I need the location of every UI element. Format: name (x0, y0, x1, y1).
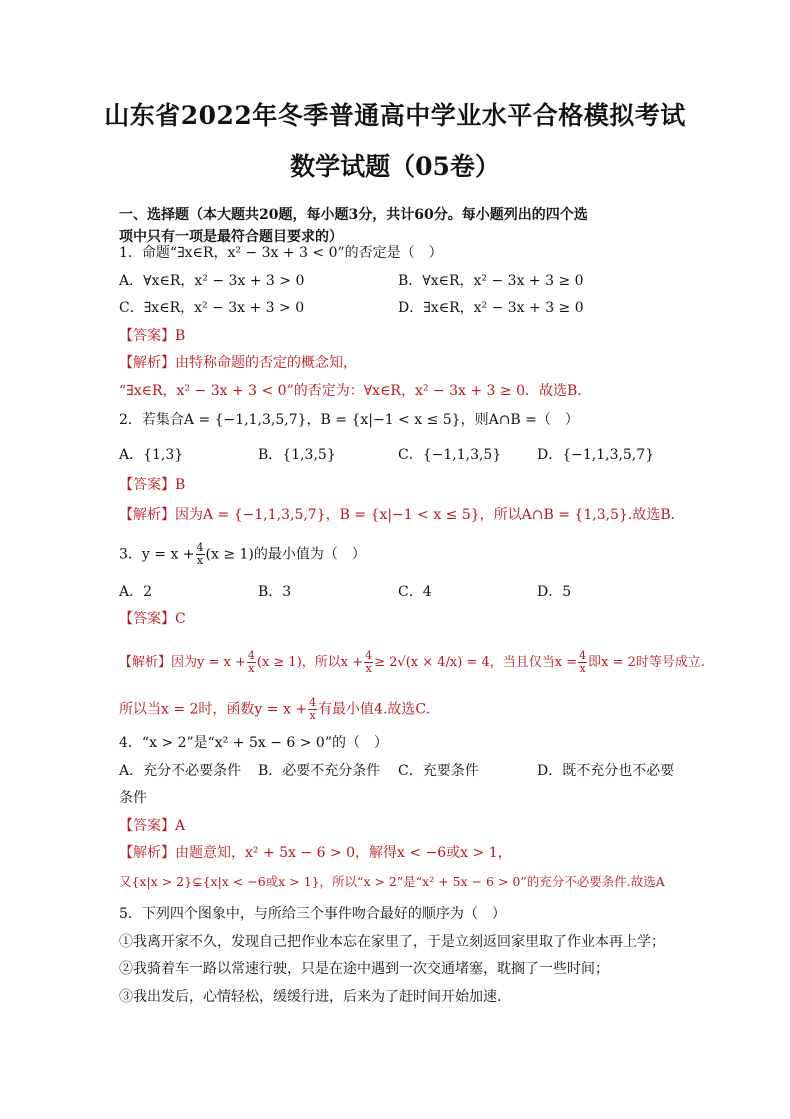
q1-option-a: A．∀x∈R，x² − 3x + 3 > 0 (119, 273, 305, 289)
q3-an-b: (x ≥ 1)，所以x + (256, 655, 364, 670)
q3-answer (119, 609, 186, 629)
q5-stem: 5．下列四个图象中，与所给三个事件吻合最好的顺序为（ ） (119, 906, 506, 922)
analysis-text: 由题意知，x² + 5x − 6 > 0，解得x < −6或x > 1， (175, 845, 512, 861)
analysis-text: 由特称命题的否定的概念知， (175, 355, 357, 371)
answer-tag: 【答案】 (119, 328, 175, 344)
q3-an-c: ≥ 2√(x × 4/x) = 4，当且仅当x = (374, 655, 578, 670)
q3-stem (119, 542, 366, 567)
q3-stem-a: 3．y = x + (119, 546, 195, 563)
section-heading-line1: 一、选择题（本大题共20题，每小题3分，共计60分。每小题列出的四个选 (119, 207, 588, 223)
q3-analysis-cont (119, 697, 430, 722)
q1-stem: 1．命题“∃x∈R，x² − 3x + 3 < 0”的否定是（ ） (119, 245, 443, 261)
analysis-text: 因为A = {−1,1,3,5,7}，B = {x|−1 < x ≤ 5}，所以A∩B = {1,3,5}.故选B． (175, 507, 685, 523)
fraction (308, 697, 317, 722)
q2-option-b: B．{1,3,5} (258, 447, 336, 463)
answer-tag: 【答案】 (119, 818, 175, 834)
fraction-denominator: x (248, 662, 255, 675)
answer-tag: 【答案】 (119, 477, 175, 493)
q2-analysis (119, 505, 685, 525)
q4-option-d-cont: 条件 (119, 790, 147, 806)
q3-analysis (119, 650, 705, 675)
q3-option-d: D．5 (537, 584, 572, 600)
section-heading (119, 204, 588, 248)
fraction (196, 542, 205, 567)
answer-tag: 【答案】 (119, 611, 175, 627)
fraction (247, 650, 256, 675)
q2-stem: 2．若集合A = {−1,1,3,5,7}，B = {x|−1 < x ≤ 5}，则A∩B =（ ） (119, 412, 579, 428)
q5-event-3: ③我出发后，心情轻松，缓缓行进，后来为了赶时间开始加速. (119, 989, 502, 1005)
q4-answer (119, 816, 185, 836)
analysis-tag: 【解析】 (119, 355, 175, 371)
q1-answer (119, 326, 185, 346)
page-subtitle: 数学试题（05卷） (290, 152, 500, 181)
answer-value: C (175, 611, 186, 627)
q3-an-line2-a: 所以当x = 2时，函数y = x + (119, 701, 308, 718)
q1-analysis (119, 353, 357, 373)
fraction-numerator: 4 (247, 649, 255, 662)
q3-option-a: A．2 (119, 584, 153, 600)
answer-value: B (175, 328, 186, 344)
q2-option-c: C．{−1,1,3,5} (398, 447, 502, 463)
fraction-denominator: x (579, 662, 586, 675)
section-heading-line2: 项中只有一项是最符合题目要求的） (119, 229, 343, 245)
q2-option-d: D．{−1,1,3,5,7} (537, 447, 655, 463)
q3-option-c: C．4 (398, 584, 432, 600)
q2-option-a: A．{1,3} (119, 447, 184, 463)
q4-stem: 4．“x > 2”是“x² + 5x − 6 > 0”的（ ） (119, 735, 388, 751)
fraction-numerator: 4 (196, 541, 204, 554)
page-title: 山东省2022年冬季普通高中学业水平合格模拟考试 (104, 101, 686, 130)
q5-event-2: ②我骑着车一路以常速行驶，只是在途中遇到一次交通堵塞，耽搁了一些时间； (119, 961, 609, 977)
fraction (578, 650, 587, 675)
fraction-numerator: 4 (365, 649, 373, 662)
q4-analysis (119, 843, 512, 863)
q3-an-d: 即x = 2时等号成立. (588, 655, 706, 670)
analysis-tag: 【解析】 (119, 655, 172, 670)
fraction-denominator: x (365, 662, 372, 675)
q4-analysis-cont: 又{x|x > 2}⊊{x|x < −6或x > 1}，所以“x > 2”是“x² + 5x − 6 > 0”的充分不必要条件.故选A (119, 874, 665, 889)
q3-an-line2-b: 有最小值4.故选C. (318, 701, 431, 718)
analysis-tag: 【解析】 (119, 845, 175, 861)
answer-value: B (175, 477, 186, 493)
fraction-numerator: 4 (579, 649, 587, 662)
q3-stem-b: (x ≥ 1)的最小值为（ ） (205, 546, 366, 563)
q1-option-b: B．∀x∈R，x² − 3x + 3 ≥ 0 (398, 273, 584, 289)
fraction (364, 650, 373, 675)
q1-option-c: C．∃x∈R，x² − 3x + 3 > 0 (119, 300, 305, 316)
q5-event-1: ①我离开家不久，发现自己把作业本忘在家里了，于是立刻返回家里取了作业本再上学； (119, 934, 665, 950)
analysis-tag: 【解析】 (119, 507, 175, 523)
q3-an-a: 因为y = x + (171, 655, 246, 670)
fraction-denominator: x (309, 709, 316, 722)
q4-option-d: D．既不充分也不必要 (537, 763, 675, 779)
q3-option-b: B．3 (258, 584, 292, 600)
fraction-numerator: 4 (309, 696, 317, 709)
q4-option-a: A．充分不必要条件 (119, 763, 242, 779)
q4-option-c: C．充要条件 (398, 763, 479, 779)
q4-option-b: B．必要不充分条件 (258, 763, 381, 779)
fraction-denominator: x (196, 554, 204, 567)
q1-option-d: D．∃x∈R，x² − 3x + 3 ≥ 0 (398, 300, 584, 316)
q1-analysis-cont: “∃x∈R，x² − 3x + 3 < 0”的否定为：∀x∈R，x² − 3x + 3 ≥ 0．故选B． (119, 383, 592, 399)
answer-value: A (175, 818, 186, 834)
q2-answer (119, 475, 185, 495)
